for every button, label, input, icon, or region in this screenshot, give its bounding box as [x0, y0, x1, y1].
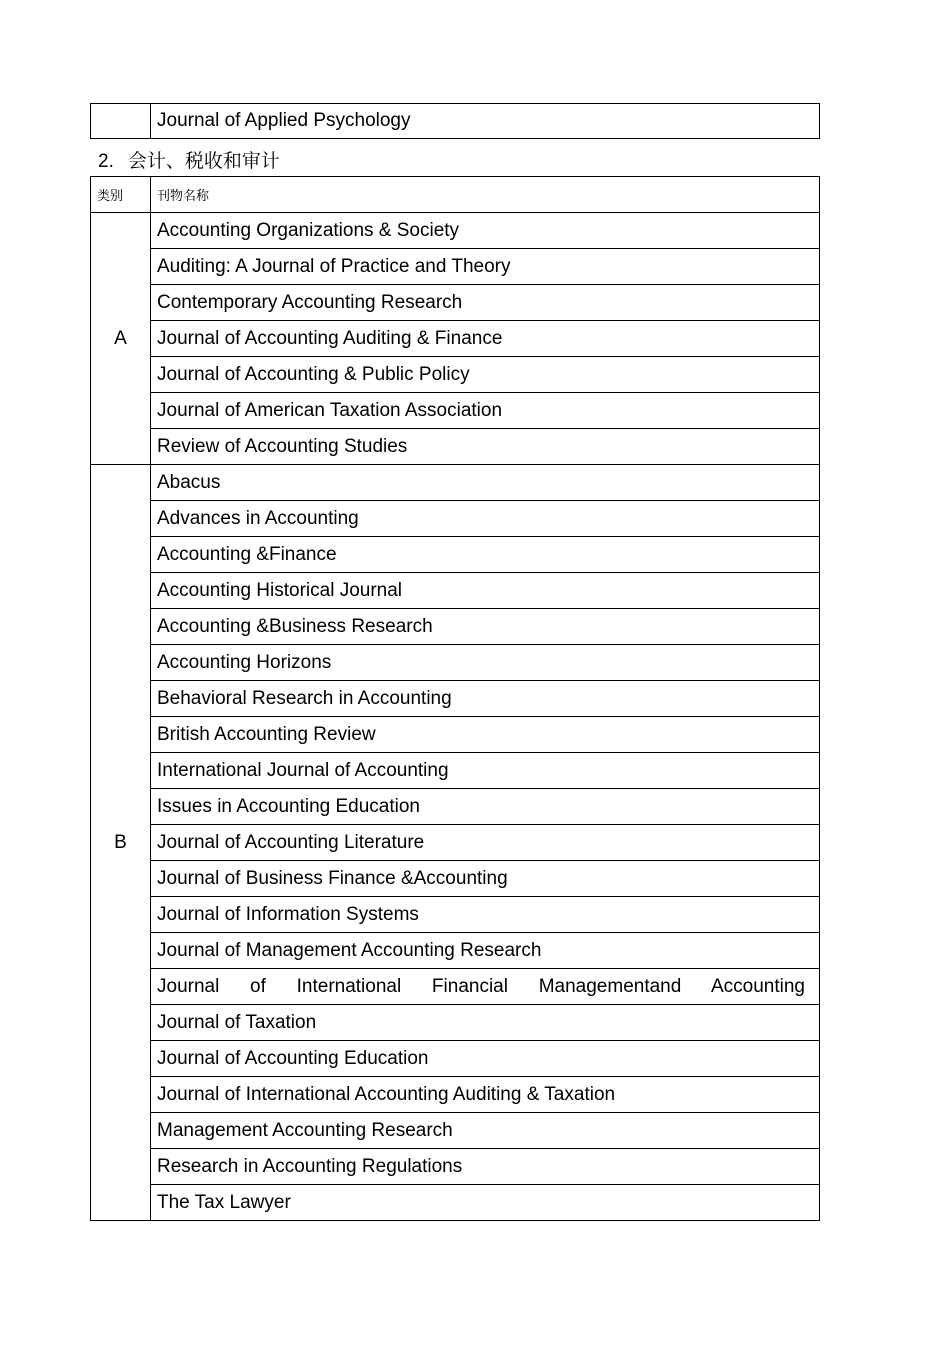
table-row	[91, 357, 820, 393]
category-cell: B	[91, 465, 151, 1221]
table-row	[91, 429, 820, 465]
table-row	[91, 501, 820, 537]
journal-name-cell: Journal of Applied Psychology	[151, 104, 820, 139]
section-heading	[98, 146, 280, 173]
journal-name-cell: The Tax Lawyer	[151, 1185, 820, 1221]
journal-name-cell: Journal of Taxation	[151, 1005, 820, 1041]
table-row	[91, 681, 820, 717]
table-row	[91, 825, 820, 861]
journal-name-cell: Journal of Business Finance &Accounting	[151, 861, 820, 897]
table-row	[91, 104, 820, 139]
journal-name-cell: Accounting Horizons	[151, 645, 820, 681]
journal-name-cell: Accounting Organizations & Society	[151, 213, 820, 249]
journal-name-cell: Journal of Accounting Auditing & Finance	[151, 321, 820, 357]
table-row	[91, 393, 820, 429]
journal-name-cell: Accounting Historical Journal	[151, 573, 820, 609]
table-row	[91, 465, 820, 501]
table-row	[91, 933, 820, 969]
previous-journal-table	[90, 103, 820, 139]
table-row	[91, 969, 820, 1005]
table-row	[91, 1041, 820, 1077]
table-row	[91, 645, 820, 681]
table-row	[91, 1149, 820, 1185]
table-row	[91, 753, 820, 789]
table-row	[91, 573, 820, 609]
table-row	[91, 537, 820, 573]
journal-name-cell: Journal of Accounting Education	[151, 1041, 820, 1077]
journal-name-cell: Journal of American Taxation Association	[151, 393, 820, 429]
table-row	[91, 285, 820, 321]
journal-name-cell: Journal of Information Systems	[151, 897, 820, 933]
table-row	[91, 1077, 820, 1113]
section-number: 2.	[98, 151, 114, 172]
journal-name-cell: Review of Accounting Studies	[151, 429, 820, 465]
category-cell	[91, 104, 151, 139]
journal-name-cell: Management Accounting Research	[151, 1113, 820, 1149]
journal-name-cell: Auditing: A Journal of Practice and Theory	[151, 249, 820, 285]
journal-name-column-header: 刊物名称	[151, 177, 820, 213]
journal-name-cell: Journal of Accounting & Public Policy	[151, 357, 820, 393]
table-row	[91, 789, 820, 825]
accounting-journal-table	[90, 176, 820, 1221]
table-row	[91, 609, 820, 645]
table-row	[91, 861, 820, 897]
journal-name-cell: International Journal of Accounting	[151, 753, 820, 789]
category-column-header: 类别	[91, 177, 151, 213]
table-header-row	[91, 177, 820, 213]
table-row	[91, 717, 820, 753]
category-cell: A	[91, 213, 151, 465]
journal-name-cell: Issues in Accounting Education	[151, 789, 820, 825]
table-row	[91, 1185, 820, 1221]
table-row	[91, 1005, 820, 1041]
journal-name-cell: Accounting &Finance	[151, 537, 820, 573]
journal-name-cell: British Accounting Review	[151, 717, 820, 753]
section-title: 会计、税收和审计	[127, 150, 280, 172]
journal-name-cell: Behavioral Research in Accounting	[151, 681, 820, 717]
journal-name-cell: Advances in Accounting	[151, 501, 820, 537]
table-row	[91, 213, 820, 249]
table-row	[91, 321, 820, 357]
journal-name-cell: Abacus	[151, 465, 820, 501]
journal-name-cell: Research in Accounting Regulations	[151, 1149, 820, 1185]
journal-name-cell: Accounting &Business Research	[151, 609, 820, 645]
table-row	[91, 1113, 820, 1149]
journal-name-cell: Journal of International Accounting Auditing & Taxation	[151, 1077, 820, 1113]
table-row	[91, 249, 820, 285]
journal-name-cell: Journal of Management Accounting Research	[151, 933, 820, 969]
table-row	[91, 897, 820, 933]
journal-name-cell: Journal of International Financial Managementand Accounting	[151, 969, 820, 1005]
journal-name-cell: Journal of Accounting Literature	[151, 825, 820, 861]
journal-name-cell: Contemporary Accounting Research	[151, 285, 820, 321]
